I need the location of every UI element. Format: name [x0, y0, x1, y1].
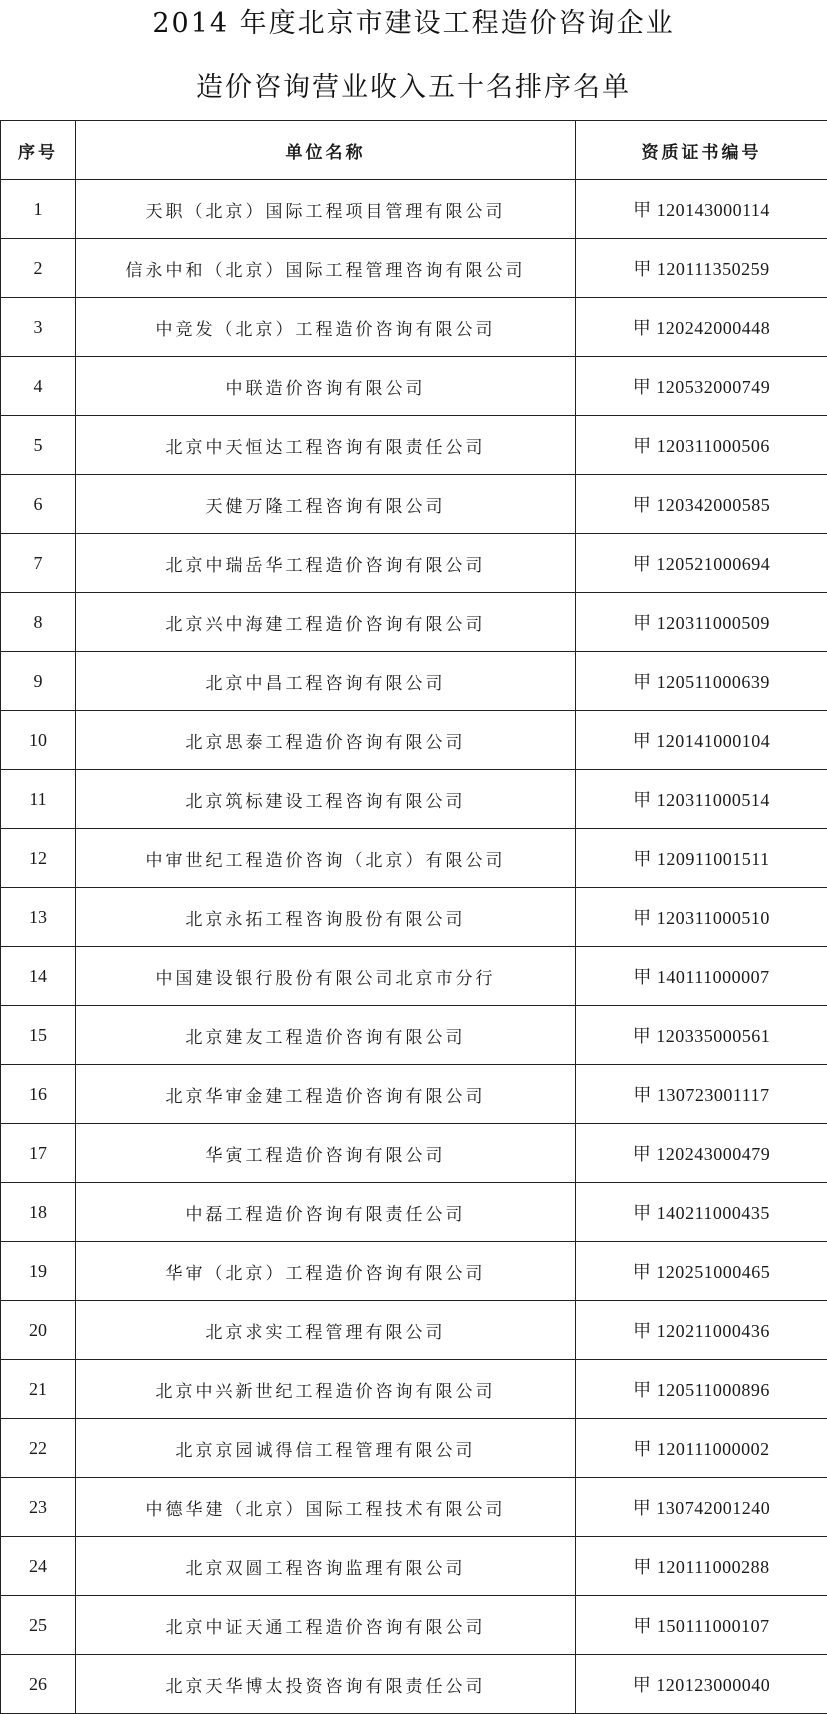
row-certificate-number: 甲 130742001240	[576, 1478, 827, 1537]
row-company-name: 北京中天恒达工程咨询有限责任公司	[76, 416, 576, 475]
table-row	[1, 1360, 827, 1419]
row-certificate-number: 甲 120211000436	[576, 1301, 827, 1360]
header-certificate-number: 资质证书编号	[576, 121, 827, 180]
table-row	[1, 947, 827, 1006]
row-company-name: 北京双圆工程咨询监理有限公司	[76, 1537, 576, 1596]
table-row	[1, 475, 827, 534]
row-certificate-number: 甲 120311000506	[576, 416, 827, 475]
header-seq: 序号	[1, 121, 76, 180]
row-company-name: 北京中瑞岳华工程造价咨询有限公司	[76, 534, 576, 593]
row-certificate-number: 甲 120111350259	[576, 239, 827, 298]
header-company-name: 单位名称	[76, 121, 576, 180]
table-row	[1, 1419, 827, 1478]
row-seq: 19	[1, 1242, 76, 1301]
row-seq: 7	[1, 534, 76, 593]
row-certificate-number: 甲 120111000002	[576, 1419, 827, 1478]
row-seq: 9	[1, 652, 76, 711]
table-row	[1, 652, 827, 711]
table-row	[1, 1537, 827, 1596]
row-certificate-number: 甲 140111000007	[576, 947, 827, 1006]
row-company-name: 北京思泰工程造价咨询有限公司	[76, 711, 576, 770]
row-seq: 24	[1, 1537, 76, 1596]
row-seq: 3	[1, 298, 76, 357]
table-body	[1, 180, 827, 1714]
row-certificate-number: 甲 120532000749	[576, 357, 827, 416]
row-certificate-number: 甲 120311000514	[576, 770, 827, 829]
row-company-name: 华寅工程造价咨询有限公司	[76, 1124, 576, 1183]
row-company-name: 中磊工程造价咨询有限责任公司	[76, 1183, 576, 1242]
table-row	[1, 357, 827, 416]
table-row	[1, 593, 827, 652]
row-company-name: 北京建友工程造价咨询有限公司	[76, 1006, 576, 1065]
row-certificate-number: 甲 130723001117	[576, 1065, 827, 1124]
row-certificate-number: 甲 120911001511	[576, 829, 827, 888]
row-certificate-number: 甲 120342000585	[576, 475, 827, 534]
row-company-name: 华审（北京）工程造价咨询有限公司	[76, 1242, 576, 1301]
table-row	[1, 1006, 827, 1065]
row-company-name: 中竞发（北京）工程造价咨询有限公司	[76, 298, 576, 357]
row-seq: 17	[1, 1124, 76, 1183]
row-company-name: 北京筑标建设工程咨询有限公司	[76, 770, 576, 829]
table-row	[1, 888, 827, 947]
table-row	[1, 1124, 827, 1183]
row-company-name: 北京天华博太投资咨询有限责任公司	[76, 1655, 576, 1714]
row-seq: 6	[1, 475, 76, 534]
row-certificate-number: 甲 140211000435	[576, 1183, 827, 1242]
row-seq: 14	[1, 947, 76, 1006]
row-seq: 15	[1, 1006, 76, 1065]
table-row	[1, 1301, 827, 1360]
table-row	[1, 1242, 827, 1301]
row-company-name: 北京中昌工程咨询有限公司	[76, 652, 576, 711]
row-seq: 13	[1, 888, 76, 947]
row-seq: 21	[1, 1360, 76, 1419]
table-row	[1, 770, 827, 829]
row-seq: 25	[1, 1596, 76, 1655]
row-certificate-number: 甲 120511000639	[576, 652, 827, 711]
row-certificate-number: 甲 120251000465	[576, 1242, 827, 1301]
row-seq: 4	[1, 357, 76, 416]
row-certificate-number: 甲 120511000896	[576, 1360, 827, 1419]
table-header-row	[1, 121, 827, 180]
row-certificate-number: 甲 120311000509	[576, 593, 827, 652]
row-seq: 20	[1, 1301, 76, 1360]
row-seq: 26	[1, 1655, 76, 1714]
row-company-name: 信永中和（北京）国际工程管理咨询有限公司	[76, 239, 576, 298]
row-certificate-number: 甲 120242000448	[576, 298, 827, 357]
row-company-name: 北京永拓工程咨询股份有限公司	[76, 888, 576, 947]
table-row	[1, 534, 827, 593]
row-company-name: 北京中兴新世纪工程造价咨询有限公司	[76, 1360, 576, 1419]
row-company-name: 天健万隆工程咨询有限公司	[76, 475, 576, 534]
table-row	[1, 1065, 827, 1124]
row-certificate-number: 甲 120521000694	[576, 534, 827, 593]
table-row	[1, 1596, 827, 1655]
row-certificate-number: 甲 120143000114	[576, 180, 827, 239]
table-row	[1, 1183, 827, 1242]
table-row	[1, 416, 827, 475]
table-row	[1, 239, 827, 298]
row-certificate-number: 甲 120311000510	[576, 888, 827, 947]
row-company-name: 中审世纪工程造价咨询（北京）有限公司	[76, 829, 576, 888]
table-row	[1, 180, 827, 239]
row-seq: 11	[1, 770, 76, 829]
table-row	[1, 298, 827, 357]
row-certificate-number: 甲 150111000107	[576, 1596, 827, 1655]
row-company-name: 中国建设银行股份有限公司北京市分行	[76, 947, 576, 1006]
row-company-name: 北京兴中海建工程造价咨询有限公司	[76, 593, 576, 652]
row-certificate-number: 甲 120123000040	[576, 1655, 827, 1714]
row-certificate-number: 甲 120243000479	[576, 1124, 827, 1183]
row-seq: 2	[1, 239, 76, 298]
table-row	[1, 1478, 827, 1537]
row-seq: 1	[1, 180, 76, 239]
table-row	[1, 1655, 827, 1714]
page-title-line-1: 2014 年度北京市建设工程造价咨询企业	[0, 2, 827, 46]
table-row	[1, 829, 827, 888]
row-seq: 18	[1, 1183, 76, 1242]
table-row	[1, 711, 827, 770]
row-company-name: 中联造价咨询有限公司	[76, 357, 576, 416]
row-seq: 5	[1, 416, 76, 475]
row-certificate-number: 甲 120111000288	[576, 1537, 827, 1596]
row-seq: 10	[1, 711, 76, 770]
ranking-table	[0, 120, 827, 1714]
row-company-name: 北京京园诚得信工程管理有限公司	[76, 1419, 576, 1478]
row-company-name: 北京求实工程管理有限公司	[76, 1301, 576, 1360]
row-company-name: 北京华审金建工程造价咨询有限公司	[76, 1065, 576, 1124]
row-seq: 12	[1, 829, 76, 888]
row-certificate-number: 甲 120141000104	[576, 711, 827, 770]
row-company-name: 北京中证天通工程造价咨询有限公司	[76, 1596, 576, 1655]
row-seq: 8	[1, 593, 76, 652]
page-title-line-2: 造价咨询营业收入五十名排序名单	[0, 66, 827, 110]
row-seq: 22	[1, 1419, 76, 1478]
row-certificate-number: 甲 120335000561	[576, 1006, 827, 1065]
row-seq: 23	[1, 1478, 76, 1537]
row-seq: 16	[1, 1065, 76, 1124]
row-company-name: 中德华建（北京）国际工程技术有限公司	[76, 1478, 576, 1537]
row-company-name: 天职（北京）国际工程项目管理有限公司	[76, 180, 576, 239]
